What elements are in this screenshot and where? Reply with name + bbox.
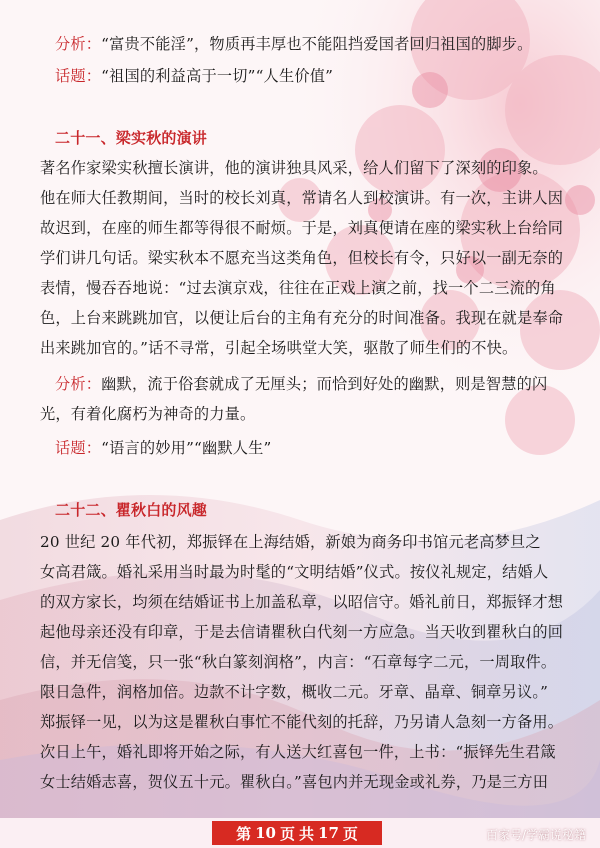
body-text: 女士结婚志喜，贺仪五十元。瞿秋白。”喜包内并无现金或礼券，乃是三方田 [40,773,549,791]
label-tag: 话题： [55,439,102,457]
text-line [40,742,556,762]
heading-text: 二十一、梁实秋的演讲 [55,129,208,147]
body-text: 著名作家梁实秋擅长演讲，他的演讲独具风采，给人们留下了深刻的印象。 [40,159,548,177]
section-heading [55,128,207,148]
section-heading [55,500,207,520]
body-text: “祖国的利益高于一切”“人生价值” [101,67,334,85]
text-line [40,338,517,358]
body-text: 学们讲几句话。梁实秋本不愿充当这类角色，但校长有令，只好以一副无奈的 [40,249,564,267]
page-total: 17 [318,824,339,842]
text-line [40,562,548,582]
text-line [40,712,563,732]
text-line [55,34,533,54]
body-text: 色，上台来跳跳加官，以便让后台的主角有充分的时间准备。我现在就是奉命 [40,309,564,327]
label-tag: 分析： [55,375,102,393]
body-text: 郑振铎一见，以为这是瞿秋白事忙不能代刻的托辞，乃另请人急刻一方备用。 [40,713,564,731]
text-line [40,218,563,238]
text-line [40,308,563,328]
text-line [40,682,548,702]
body-text: “富贵不能淫”，物质再丰厚也不能阻挡爱国者回归祖国的脚步。 [101,35,533,53]
text-line [40,278,556,298]
text-line [40,772,548,792]
text-line [40,622,563,642]
body-text: 他在师大任教期间，当时的校长刘真，常请名人到校演讲。有一次，主讲人因 [40,189,564,207]
page-current: 10 [255,824,276,842]
label-tag: 话题： [55,67,102,85]
body-text: 出来跳加官的。”话不寻常，引起全场哄堂大笑，驱散了师生们的不快。 [40,339,518,357]
body-text: 的双方家长，均须在结婚证书上加盖私章，以昭信守。婚礼前日，郑振铎才想 [40,593,564,611]
text-line [55,374,547,394]
body-text: “语言的妙用”“幽默人生” [101,439,272,457]
text-line [55,438,272,458]
text-line [40,404,255,424]
body-text: 表情，慢吞吞地说：“过去演京戏，往往在正戏上演之前，找一个二三流的角 [40,279,556,297]
text-line [40,652,556,672]
body-text: 限日急件，润格加倍。边款不计字数，概收二元。牙章、晶章、铜章另议。” [40,683,549,701]
text-line [40,188,563,208]
page-total-prefix: 共 [299,824,315,843]
page-label: 页 [279,824,295,843]
body-text: 幽默，流于俗套就成了无厘头；而恰到好处的幽默，则是智慧的闪 [101,375,548,393]
label-tag: 分析： [55,35,102,53]
body-text: 故迟到，在座的师生都等得很不耐烦。于是，刘真便请在座的梁实秋上台给同 [40,219,564,237]
text-line [40,158,548,178]
body-text: 20 世纪 20 年代初，郑振铎在上海结婚，新娘为商务印书馆元老高梦旦之 [40,533,541,551]
body-text: 次日上午，婚礼即将开始之际，有人送大红喜包一件，上书：“振铎先生君箴 [40,743,556,761]
text-line [40,532,541,552]
text-line [40,592,563,612]
watermark: 百家号/学霸说秘籍 [485,828,586,842]
text-line [40,248,563,268]
page-prefix: 第 [236,824,252,843]
body-text: 女高君箴。婚礼采用当时最为时髦的“文明结婚”仪式。按仪礼规定，结婚人 [40,563,549,581]
body-text: 信，并无信笺，只一张“秋白篆刻润格”，内言：“石章每字二元，一周取件。 [40,653,557,671]
page-indicator [212,821,382,845]
heading-text: 二十二、瞿秋白的风趣 [55,501,208,519]
body-text: 光，有着化腐朽为神奇的力量。 [40,405,256,423]
body-text: 起他母亲还没有印章，于是去信请瞿秋白代刻一方应急。当天收到瞿秋白的回 [40,623,564,641]
text-line [55,66,333,86]
page-total-label: 页 [342,824,358,843]
